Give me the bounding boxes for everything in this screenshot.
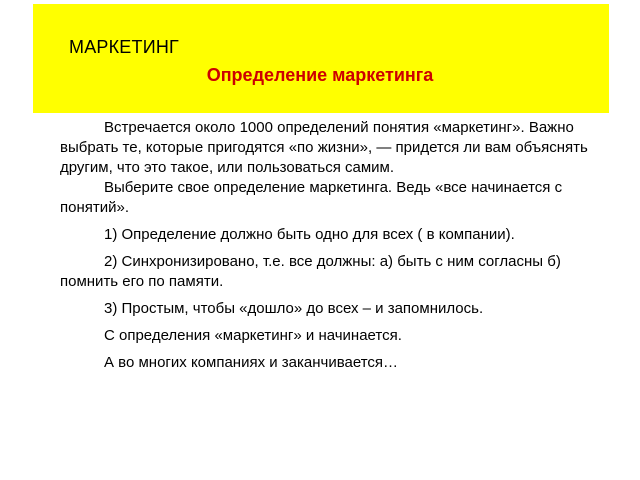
- paragraph-rule-3: 3) Простым, чтобы «дошло» до всех – и запомнилось.: [104, 300, 484, 317]
- title-band: [33, 4, 609, 113]
- paragraph-rule-2: 2) Синхронизировано, т.е. все должны: а) быть с ним согласны б) помнить его по памяти.: [60, 253, 561, 290]
- paragraph-ends: А во многих компаниях и заканчивается…: [104, 354, 399, 371]
- slide-subheading: Определение маркетинга: [206, 65, 434, 85]
- paragraph-choose: Выберите свое определение маркетинга. Ведь «все начинается с понятий».: [60, 179, 563, 216]
- slide-heading: МАРКЕТИНГ: [69, 37, 179, 57]
- paragraph-begins: С определения «маркетинг» и начинается.: [104, 327, 402, 344]
- paragraph-intro: Встречается около 1000 определений понятия «маркетинг». Важно выбрать те, которые пригодятся «по жизни», — придется ли вам объяснять другим, что это такое, или пользоваться самим.: [60, 119, 588, 176]
- paragraph-rule-1: 1) Определение должно быть одно для всех ( в компании).: [104, 226, 515, 243]
- slide-body: [60, 118, 608, 373]
